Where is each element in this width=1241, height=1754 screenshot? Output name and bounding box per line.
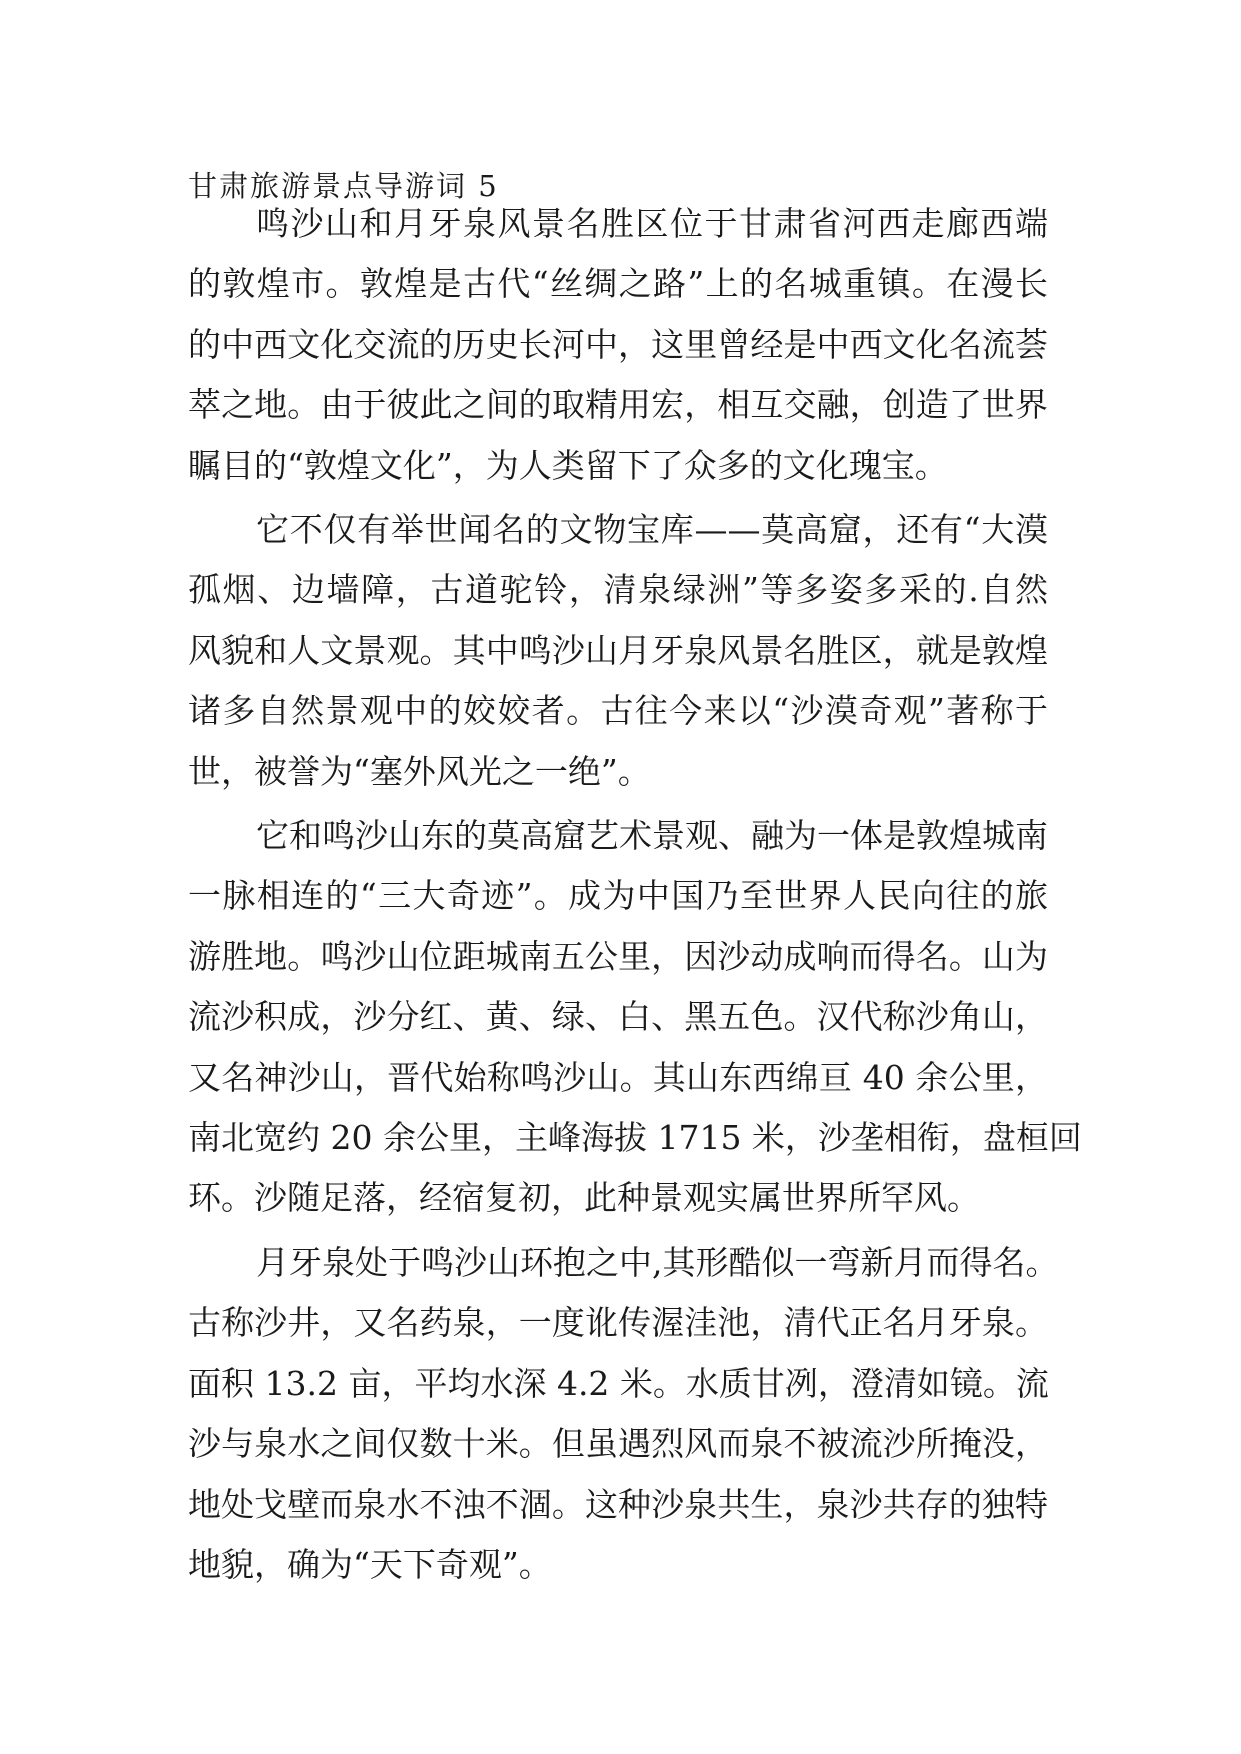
paragraph-line: 流沙积成，沙分红、黄、绿、白、黑五色。汉代称沙角山，	[188, 997, 1048, 1037]
paragraph-line: 它和鸣沙山东的莫高窟艺术景观、融为一体是敦煌城南	[256, 816, 1048, 855]
paragraph-line: 的中西文化交流的历史长河中，这里曾经是中西文化名流荟	[188, 324, 1048, 364]
paragraph-3	[188, 806, 1082, 1229]
paragraph-line: 环。沙随足落，经宿复初，此种景观实属世界所罕风。	[188, 1178, 980, 1218]
paragraph-line: 又名神沙山，晋代始称鸣沙山。其山东西绵亘 40 余公里，	[188, 1057, 1048, 1097]
paragraph-line: 萃之地。由于彼此之间的取精用宏，相互交融，创造了世界	[188, 385, 1048, 425]
paragraph-line: 孤烟、边墙障，古道驼铃，清泉绿洲”等多姿多采的.自然	[188, 570, 1048, 610]
paragraph-line: 月牙泉处于鸣沙山环抱之中,其形酷似一弯新月而得名。	[256, 1243, 1059, 1282]
paragraph-line: 地貌，确为“天下奇观”。	[188, 1544, 552, 1584]
paragraph-4	[188, 1233, 1059, 1595]
paragraph-line: 南北宽约 20 余公里，主峰海拔 1715 米，沙垄相衔，盘桓回	[188, 1117, 1082, 1157]
paragraph-1	[188, 194, 1048, 496]
paragraph-line: 风貌和人文景观。其中鸣沙山月牙泉风景名胜区，就是敦煌	[188, 630, 1048, 670]
paragraph-line: 游胜地。鸣沙山位距城南五公里，因沙动成响而得名。山为	[188, 936, 1048, 976]
paragraph-line: 它不仅有举世闻名的文物宝库——莫高窟，还有“大漠	[256, 510, 1048, 549]
paragraph-line: 的敦煌市。敦煌是古代“丝绸之路”上的名城重镇。在漫长	[188, 264, 1048, 304]
paragraph-line: 地处戈壁而泉水不浊不涸。这种沙泉共生，泉沙共存的独特	[188, 1484, 1048, 1524]
document-title: 甘肃旅游景点导游词 5	[188, 169, 499, 203]
paragraph-2	[188, 500, 1048, 802]
paragraph-line: 鸣沙山和月牙泉风景名胜区位于甘肃省河西走廊西端	[256, 204, 1048, 243]
paragraph-line: 诸多自然景观中的姣姣者。古往今来以“沙漠奇观”著称于	[188, 691, 1048, 731]
paragraph-line: 古称沙井，又名药泉，一度讹传渥洼池，清代正名月牙泉。	[188, 1303, 1048, 1343]
paragraph-line: 世，被誉为“塞外风光之一绝”。	[188, 751, 651, 791]
paragraph-line: 瞩目的“敦煌文化”，为人类留下了众多的文化瑰宝。	[188, 445, 948, 485]
paragraph-line: 沙与泉水之间仅数十米。但虽遇烈风而泉不被流沙所掩没，	[188, 1424, 1048, 1464]
paragraph-line: 一脉相连的“三大奇迹”。成为中国乃至世界人民向往的旅	[188, 876, 1048, 916]
paragraph-line: 面积 13.2 亩，平均水深 4.2 米。水质甘冽，澄清如镜。流	[188, 1363, 1049, 1403]
